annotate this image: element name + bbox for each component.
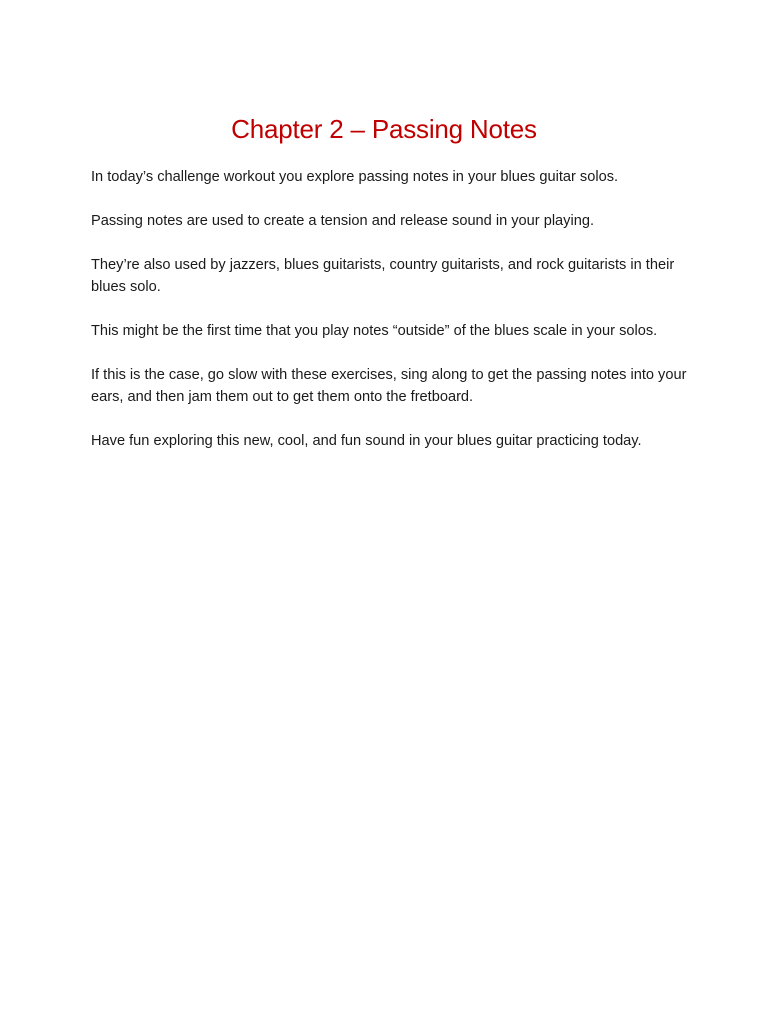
paragraph-1: In today’s challenge workout you explore passing notes in your blues guitar solos. xyxy=(91,169,619,185)
paragraph-3: They’re also used by jazzers, blues guitarists, country guitarists, and rock guitarists in their blues solo. xyxy=(91,257,675,295)
paragraph-4: This might be the first time that you play notes “outside” of the blues scale in your solos. xyxy=(91,323,658,339)
paragraph-5: If this is the case, go slow with these exercises, sing along to get the passing notes into your ears, and then jam them out to get them onto the fretboard. xyxy=(91,367,687,405)
paragraph-6: Have fun exploring this new, cool, and fun sound in your blues guitar practicing today. xyxy=(91,433,642,449)
chapter-body xyxy=(91,166,691,474)
chapter-title: Chapter 2 – Passing Notes xyxy=(231,114,537,144)
paragraph-2: Passing notes are used to create a tension and release sound in your playing. xyxy=(91,213,594,229)
